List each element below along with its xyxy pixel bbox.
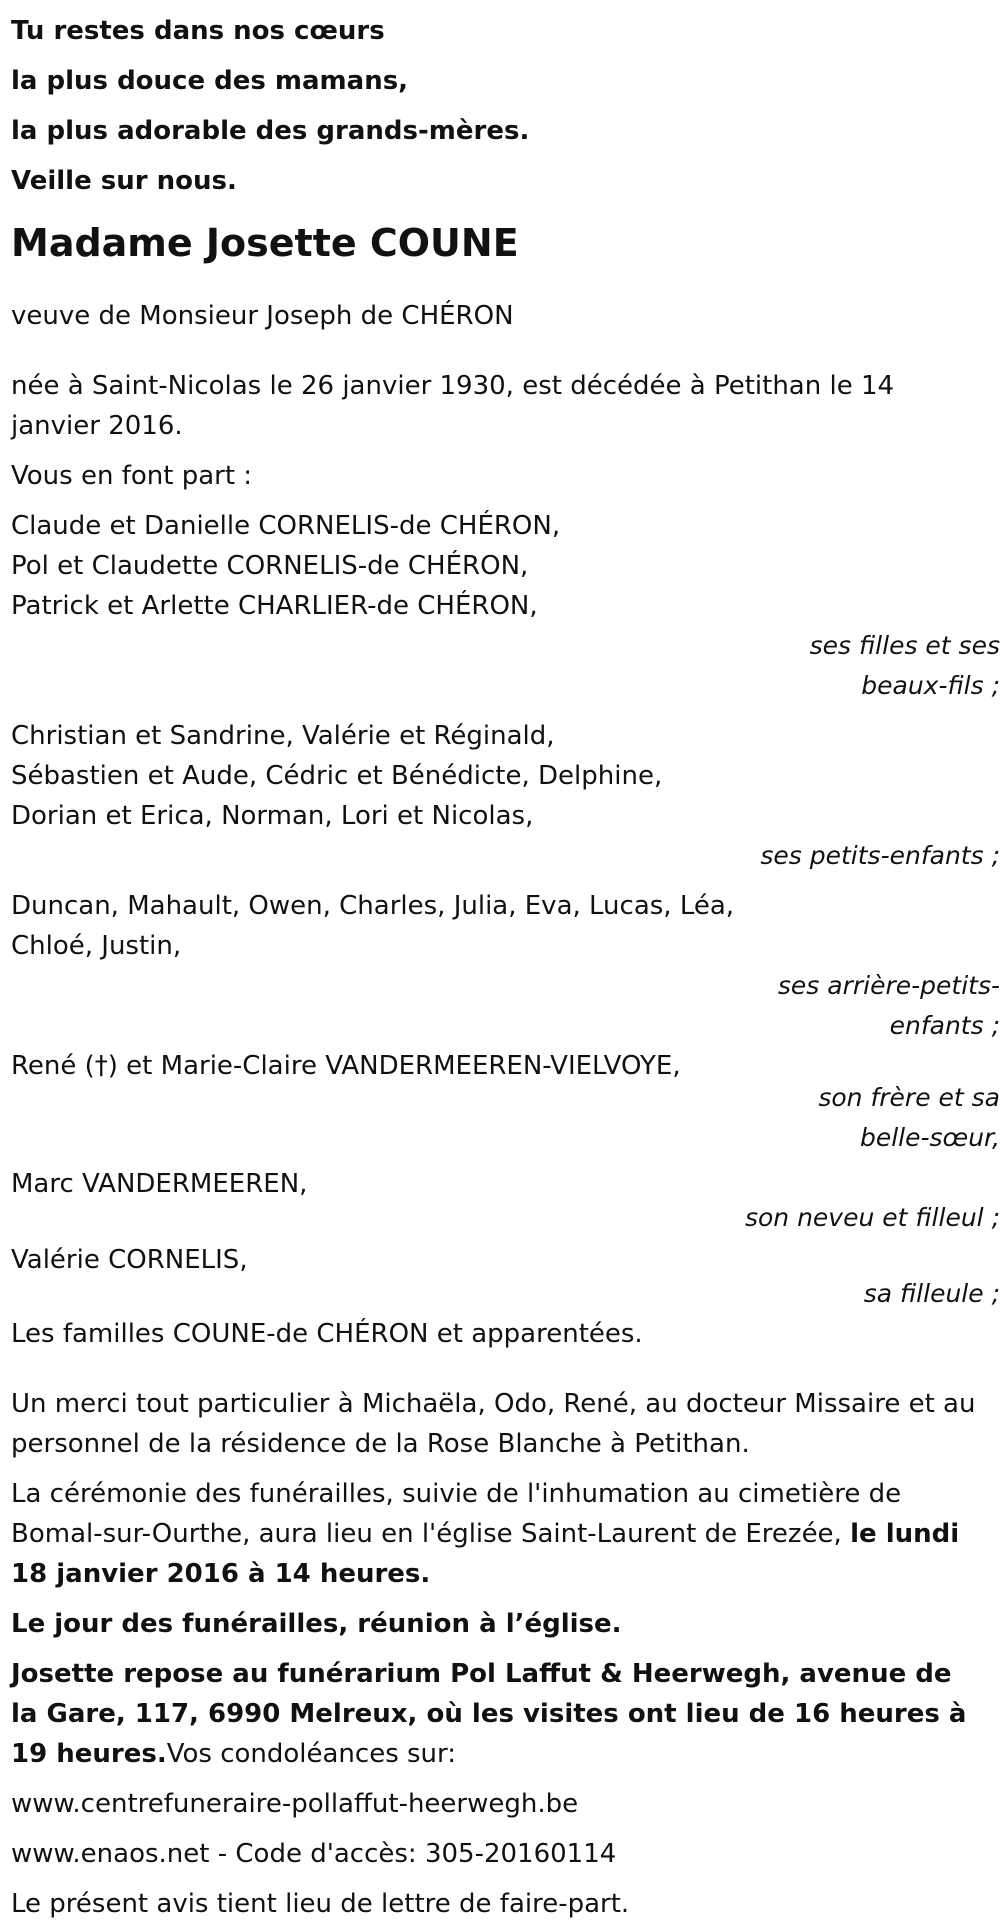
website-link[interactable]: www.centrefuneraire-pollaffut-heerwegh.be [11, 1789, 579, 1819]
role-line: enfants ; [889, 1011, 1000, 1040]
access-code-line[interactable]: www.enaos.net - Code d'accès: 305-20160114 [11, 1839, 617, 1869]
nephew-line: Marc VANDERMEEREN, [11, 1169, 308, 1199]
poem [11, 6, 1000, 206]
great-grandchildren-block [11, 886, 1000, 1046]
role-line: ses arrière-petits- [777, 971, 1000, 1000]
nephew-block [11, 1164, 1000, 1238]
ceremony-paragraph [11, 1474, 996, 1594]
grandchildren-line: Christian et Sandrine, Valérie et Réginald, [11, 721, 555, 751]
great-grandchildren-line: Chloé, Justin, [11, 931, 182, 961]
goddaughter-role: sa filleule ; [863, 1279, 1000, 1308]
brother-role [750, 1078, 1000, 1158]
closing-line: Le présent avis tient lieu de lettre de faire-part. [11, 1889, 630, 1919]
ceremony-text: La cérémonie des funérailles, suivie de l'inhumation au cimetière de Bomal-sur-Ourthe, aura lieu en l'église Saint-Laurent de Erezée, [11, 1479, 902, 1549]
grandchildren-role: ses petits-enfants ; [760, 841, 1000, 870]
great-grandchildren-role [750, 966, 1000, 1046]
role-line: son frère et sa [818, 1083, 1000, 1112]
grandchildren-block [11, 716, 1000, 876]
widow-line: veuve de Monsieur Joseph de CHÉRON [11, 301, 514, 331]
role-line: beaux-fils ; [861, 671, 1000, 700]
role-line: ses filles et ses [809, 631, 1000, 660]
obituary-notice [0, 6, 1000, 1924]
role-line: belle-sœur, [859, 1123, 1000, 1152]
poem-line: la plus douce des mamans, [11, 66, 409, 96]
poem-line: Tu restes dans nos cœurs [11, 16, 385, 46]
daughter-line: Claude et Danielle CORNELIS-de CHÉRON, [11, 511, 561, 541]
rest-paragraph [11, 1654, 986, 1774]
great-grandchildren-line: Duncan, Mahault, Owen, Charles, Julia, Eva, Lucas, Léa, [11, 891, 735, 921]
thanks-paragraph: Un merci tout particulier à Michaëla, Odo, René, au docteur Missaire et au personnel de la résidence de la Rose Blanche à Petithan. [11, 1389, 976, 1459]
announcement-line: Vous en font part : [11, 461, 253, 491]
brother-block [11, 1046, 1000, 1158]
birth-death-line: née à Saint-Nicolas le 26 janvier 1930, est décédée à Petithan le 14 janvier 2016. [11, 371, 895, 441]
daughters-block [11, 506, 1000, 706]
families-line: Les familles COUNE-de CHÉRON et apparentées. [11, 1319, 643, 1349]
goddaughter-line: Valérie CORNELIS, [11, 1245, 248, 1275]
daughters-role [750, 626, 1000, 706]
poem-line: Veille sur nous. [11, 166, 237, 196]
ceremony-date: le lundi 18 janvier 2016 à 14 heures. [11, 1519, 960, 1589]
brother-line: René (†) et Marie-Claire VANDERMEEREN-VIELVOYE, [11, 1051, 681, 1081]
daughter-line: Patrick et Arlette CHARLIER-de CHÉRON, [11, 591, 538, 621]
nephew-role: son neveu et filleul ; [744, 1203, 1000, 1232]
daughter-line: Pol et Claudette CORNELIS-de CHÉRON, [11, 551, 529, 581]
goddaughter-block [11, 1240, 1000, 1314]
meeting-line: Le jour des funérailles, réunion à l’église. [11, 1609, 622, 1639]
condolences-text: Vos condoléances sur: [166, 1739, 457, 1769]
grandchildren-line: Sébastien et Aude, Cédric et Bénédicte, Delphine, [11, 761, 663, 791]
grandchildren-line: Dorian et Erica, Norman, Lori et Nicolas, [11, 801, 534, 831]
deceased-name: Madame Josette COUNE [11, 221, 519, 265]
rest-text: Josette repose au funérarium Pol Laffut & Heerwegh, avenue de la Gare, 117, 6990 Melreux, où les visites ont lieu de 16 heures à 19 heures. [11, 1659, 967, 1769]
poem-line: la plus adorable des grands-mères. [11, 116, 530, 146]
